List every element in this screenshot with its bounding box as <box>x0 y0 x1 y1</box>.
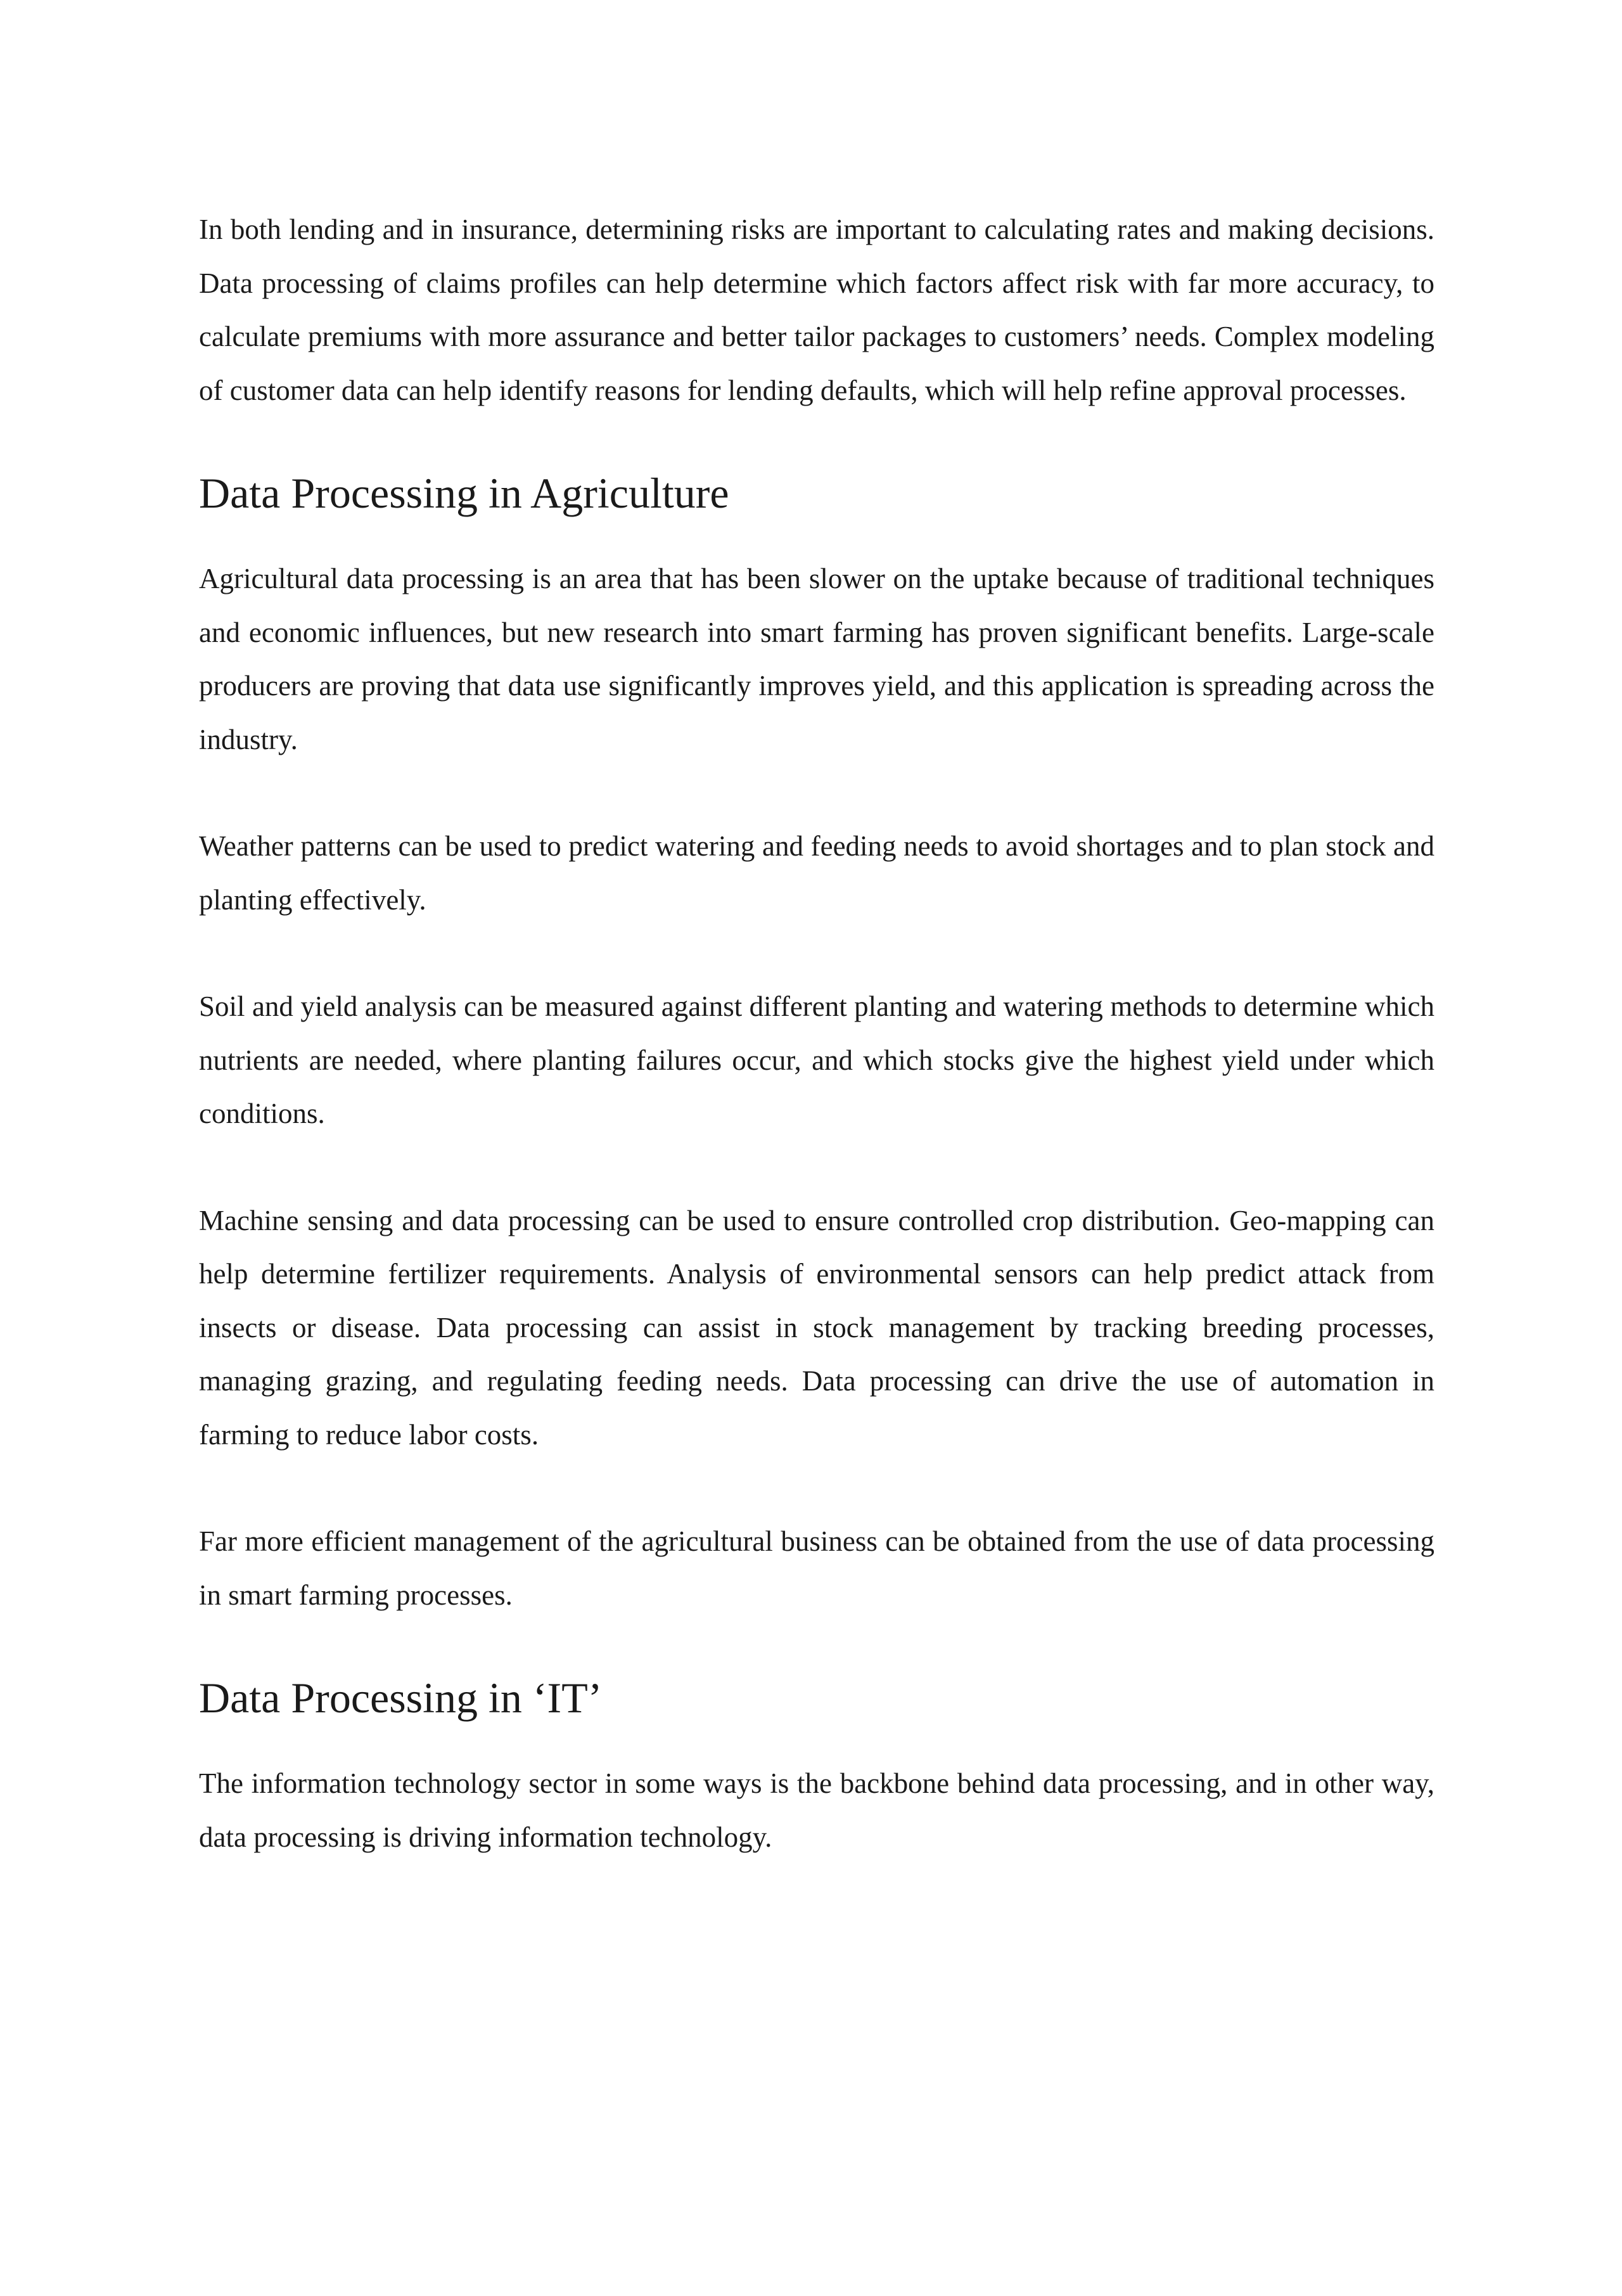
section-heading-agriculture: Data Processing in Agriculture <box>199 469 729 517</box>
agriculture-paragraph-2: Weather patterns can be used to predict watering and feeding needs to avoid shortages and to plan stock and planting effectively. <box>199 830 1434 916</box>
section-heading-it: Data Processing in ‘IT’ <box>199 1674 603 1722</box>
agriculture-paragraph-1: Agricultural data processing is an area that has been slower on the uptake because of traditional techniques and economic influences, but new research into smart farming has proven significant benefits. Large-scale producers are proving that data use significantly improves yield, and this application is spreading across the industry. <box>199 563 1434 755</box>
it-paragraph-1: The information technology sector in some ways is the backbone behind data processing, and in other way, data processing is driving information technology. <box>199 1767 1434 1853</box>
intro-paragraph: In both lending and in insurance, determining risks are important to calculating rates and making decisions. Data processing of claims profiles can help determine which factors affect risk with far more accuracy, to calculate premiums with more assurance and better tailor packages to customers’ needs. Complex modeling of customer data can help identify reasons for lending defaults, which will help refine approval processes. <box>199 214 1434 406</box>
agriculture-paragraph-5: Far more efficient management of the agricultural business can be obtained from the use of data processing in smart farming processes. <box>199 1525 1434 1611</box>
document-page <box>199 203 1434 1864</box>
agriculture-paragraph-4: Machine sensing and data processing can be used to ensure controlled crop distribution. Geo-mapping can help determine fertilizer requirements. Analysis of environmental sensors can help predict attack from insects or disease. Data processing can assist in stock management by tracking breeding processes, managing grazing, and regulating feeding needs. Data processing can drive the use of automation in farming to reduce labor costs. <box>199 1204 1434 1451</box>
agriculture-paragraph-3: Soil and yield analysis can be measured against different planting and watering methods to determine which nutrients are needed, where planting failures occur, and which stocks give the highest yield under which conditions. <box>199 991 1434 1129</box>
